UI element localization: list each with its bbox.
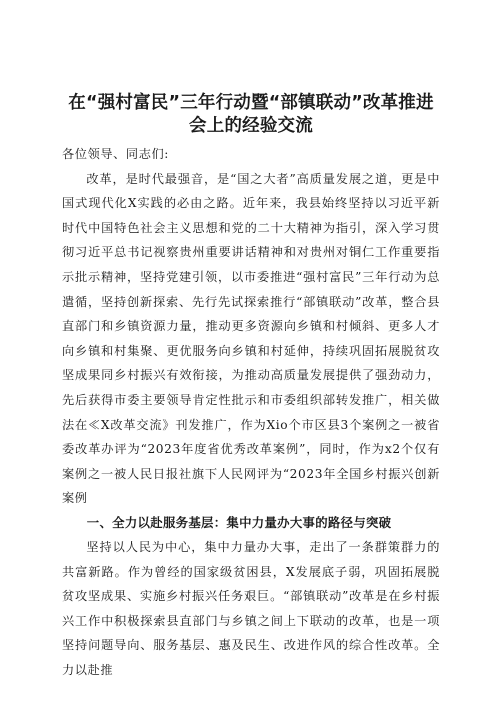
paragraph-section-1: 坚持以人民为中心，集中力量办大事，走出了一条群策群力的共富新路。作为曾经的国家级贫困县，X发展底子弱，巩固拓展脱贫攻坚成果、实施乡村振兴任务艰巨。“部镇联动”改革是在乡村振兴工作中积极探索县直部门与乡镇之间上下联动的改革，也是一项坚持问题导向、服务基层、惠及民生、改进作风的综合性改革。全力以赴推 [62,539,440,677]
paragraph-intro: 改革，是时代最强音，是“国之大者”高质量发展之道，更是中国式现代化X实践的必由之路。近年来，我县始终坚持以习近平新时代中国特色社会主义思想和党的二十大精神为指引，深入学习贯彻习近平总书记视察贵州重要讲话精神和对贵州对铜仁工作重要指示批示精神，坚持党建引领，以市委推进“强村富民”三年行动为总遣循，坚持创新探索、先行先试探索推行“部镇联动”改革，整合县直部门和乡镇资源力量，推动更多资源向乡镇和村倾斜、更多人才向乡镇和村集聚、更优服务向乡镇和村延伸，持续巩固拓展脱贫攻坚成果同乡村振兴有效衔接，为推动高质量发展提供了强劲动力，先后获得市委主要领导肯定性批示和市委组织部转发推广，相关做法在≪X改革交流》刊发推广，作为Xio个市区县3个案例之一被省委改革办评为“2023年度省优秀改革案例”，同时，作为x2个仅有案例之一被人民日报社旗下人民网评为“2023年全国乡村振兴创新案例 [62,171,440,506]
salutation: 各位领导、同志们: [62,147,170,161]
section-heading-1: 一、全力以赴服务基层：集中力量办大事的路径与突破 [86,514,392,530]
title-line-2: 会上的经验交流 [189,116,313,136]
document-title [62,92,440,138]
title-line-1: 在“强村富民”三年行动暨“部镇联动”改革推进 [68,93,434,113]
